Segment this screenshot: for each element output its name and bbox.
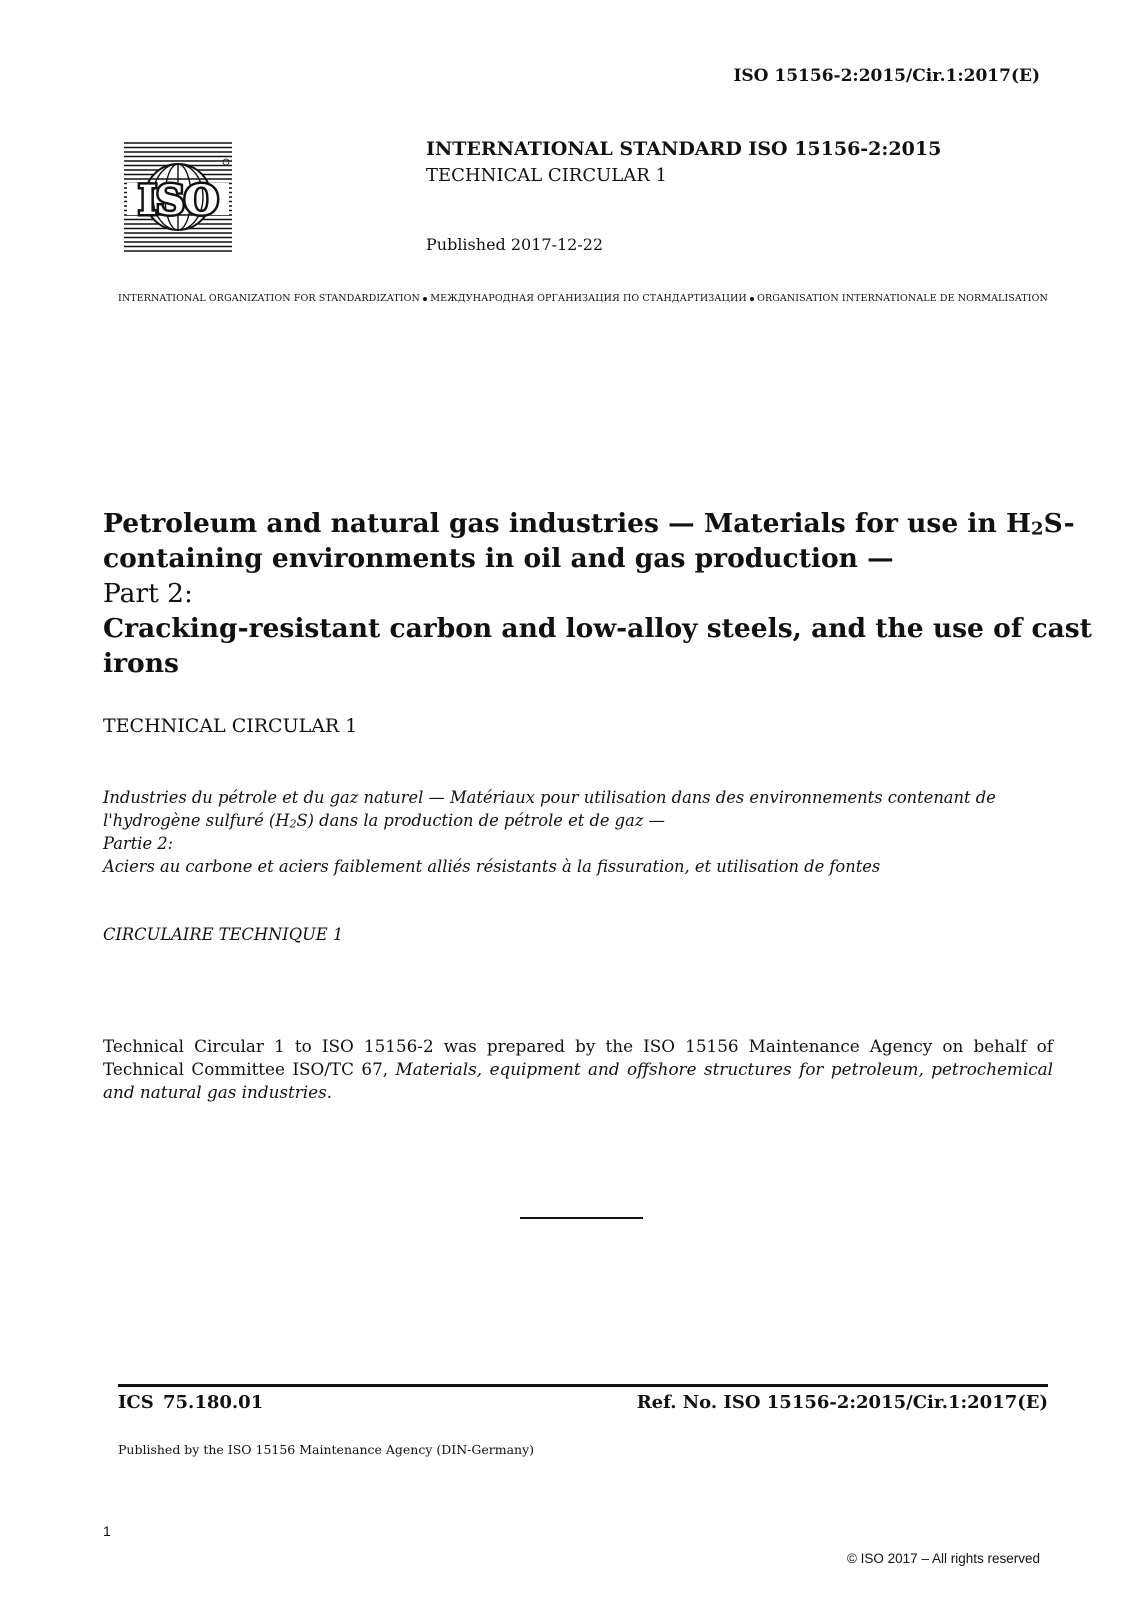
technical-circular-label-english: TECHNICAL CIRCULAR 1 — [103, 715, 358, 737]
page-number: 1 — [103, 1523, 111, 1539]
center-divider — [520, 1217, 643, 1219]
published-date: Published 2017-12-22 — [426, 235, 604, 254]
technical-circular-label-french: CIRCULAIRE TECHNIQUE 1 — [103, 925, 344, 944]
footer-divider — [118, 1384, 1048, 1387]
french-title-line-2: l'hydrogène sulfuré $(H_2S)$ dans la production de pétrole et de gaz — — [103, 811, 665, 831]
french-title-line-1: Industries du pétrole et du gaz naturel — Matériaux pour utilisation dans des environnements contenant de — [103, 788, 996, 807]
title-line-4: irons — [103, 648, 179, 679]
ics-code: ICS 75.180.01 — [118, 1392, 264, 1413]
document-title-french — [103, 786, 1053, 878]
title-part: Part 2: — [103, 578, 193, 609]
document-title-english — [103, 506, 1092, 681]
org-name-french: ORGANISATION INTERNATIONALE DE NORMALISATION — [757, 293, 1048, 304]
iso-globe-logo-icon — [122, 141, 234, 253]
standard-title: INTERNATIONAL STANDARD ISO 15156-2:2015 — [426, 138, 942, 160]
french-title-part: Partie 2: — [103, 834, 174, 853]
bullet-dot-icon — [750, 297, 754, 301]
standard-subtitle: TECHNICAL CIRCULAR 1 — [426, 165, 667, 186]
title-line-2: containing environments in oil and gas production — — [103, 543, 894, 574]
body-paragraph: Technical Circular 1 to ISO 15156-2 was prepared by the ISO 15156 Maintenance Agency on behalf of Technical Committee ISO/TC 67, Materials, equipment and offshore structures for petroleum, petrochemical and natural gas industries. — [103, 1036, 1053, 1102]
organization-names — [118, 293, 1048, 304]
org-name-russian: МЕЖДУНАРОДНАЯ ОРГАНИЗАЦИЯ ПО СТАНДАРТИЗАЦИИ — [430, 293, 747, 304]
committee-name: Materials, equipment and offshore structures for petroleum, petrochemical and natural gas industries. — [103, 1059, 1053, 1102]
logo-text: ISO — [138, 177, 218, 224]
title-line-3: Cracking-resistant carbon and low-alloy steels, and the use of cast — [103, 613, 1092, 644]
reference-number: Ref. No. ISO 15156-2:2015/Cir.1:2017(E) — [636, 1392, 1048, 1413]
org-name-english: INTERNATIONAL ORGANIZATION FOR STANDARDIZATION — [118, 293, 420, 304]
copyright-notice: © ISO 2017 – All rights reserved — [846, 1551, 1040, 1566]
published-by: Published by the ISO 15156 Maintenance Agency (DIN-Germany) — [118, 1442, 535, 1457]
french-title-line-3: Aciers au carbone et aciers faiblement alliés résistants à la fissuration, et utilisation de fontes — [103, 857, 881, 876]
title-line-1: Petroleum and natural gas industries — Materials for use in $H_2S-$ — [103, 508, 1075, 540]
bullet-dot-icon — [423, 297, 427, 301]
header-reference: ISO 15156-2:2015/Cir.1:2017(E) — [733, 66, 1040, 86]
